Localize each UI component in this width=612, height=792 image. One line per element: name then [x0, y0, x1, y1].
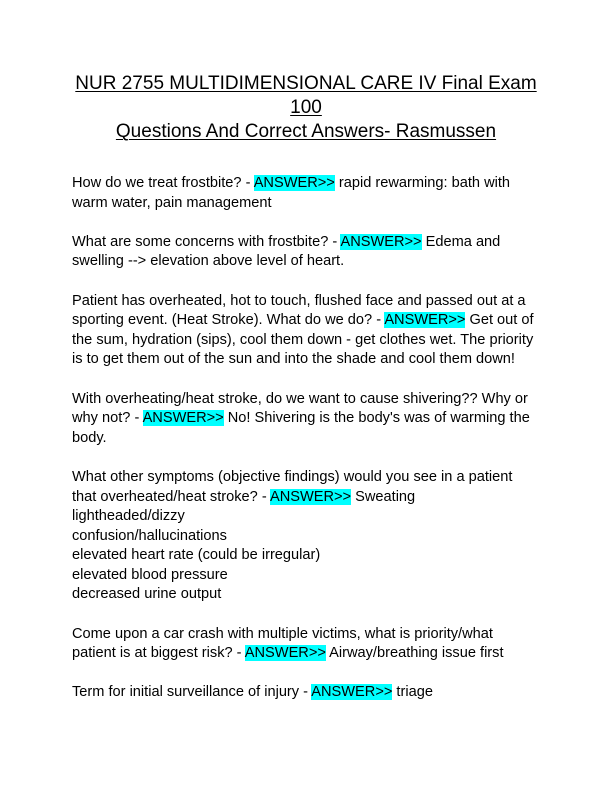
qa-item — [72, 468, 540, 605]
question-text: With overheating/heat stroke, do we want to cause shivering?? Why or why not? - — [72, 390, 528, 427]
answer-text: rapid rewarming: bath with warm water, pain management — [72, 175, 511, 211]
answer-tag: ANSWER>> — [244, 645, 326, 662]
answer-text: triage — [392, 684, 433, 701]
answer-tag: ANSWER>> — [142, 410, 224, 427]
question-text: What other symptoms (objective findings) would you see in a patient that overheated/heat stroke? - — [72, 468, 513, 505]
answer-line: decreased urine output — [72, 586, 222, 603]
answer-text: Edema and swelling --> elevation above level of heart. — [72, 233, 501, 270]
title-line-2: Questions And Correct Answers- Rasmussen — [115, 121, 497, 142]
question-text: Patient has overheated, hot to touch, flushed face and passed out at a sporting event. (Heat Stroke). What do we do? - — [72, 292, 526, 329]
answer-text: Airway/breathing issue first — [325, 645, 504, 662]
answer-tag: ANSWER>> — [269, 488, 352, 505]
question-text: How do we treat frostbite? - — [72, 175, 254, 191]
title-line-1: NUR 2755 MULTIDIMENSIONAL CARE IV Final Exam 100 — [75, 73, 537, 118]
answer-tag: ANSWER>> — [340, 233, 422, 250]
answer-line: lightheaded/dizzy — [72, 508, 185, 525]
qa-list — [72, 174, 540, 703]
answer-tag: ANSWER>> — [253, 175, 335, 191]
answer-line: elevated heart rate (could be irregular) — [72, 547, 321, 564]
answer-text: No! Shivering is the body's was of warming the body. — [72, 410, 530, 446]
qa-item — [72, 390, 540, 449]
question-text: What are some concerns with frostbite? - — [72, 233, 341, 250]
qa-item — [72, 174, 540, 213]
qa-item — [72, 233, 540, 272]
document-title — [64, 72, 548, 144]
answer-line: confusion/hallucinations — [72, 527, 227, 544]
question-text: Come upon a car crash with multiple victims, what is priority/what patient is at biggest risk? - — [72, 625, 493, 662]
qa-item — [72, 625, 540, 664]
answer-line: elevated blood pressure — [72, 566, 228, 583]
answer-tag: ANSWER>> — [384, 312, 466, 329]
answer-tag: ANSWER>> — [311, 684, 393, 701]
qa-item — [72, 683, 540, 703]
qa-item — [72, 292, 540, 370]
answer-text: Get out of the sum, hydration (sips), cool them down - get clothes wet. The priority is to get them out of the sun and into the shade and cool them down! — [72, 312, 534, 368]
answer-text: Sweating — [351, 488, 416, 505]
question-text: Term for initial surveillance of injury - — [72, 684, 312, 701]
